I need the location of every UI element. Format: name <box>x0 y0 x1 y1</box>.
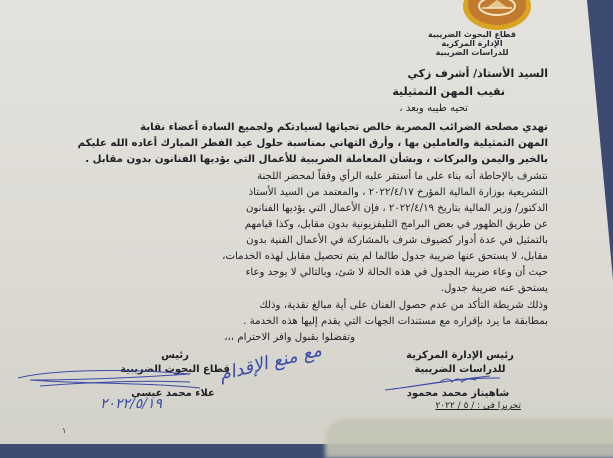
body-line: التشريعية بوزارة المالية المؤرخ ٢٠٢٢/٤/١٧ ، والمعتمد من السيد الأستاذ <box>248 187 548 198</box>
header-organization <box>417 30 527 57</box>
org-line-2: الإدارة المركزية <box>441 39 503 48</box>
org-line-3: للدراسات الضريبية <box>435 48 509 57</box>
addressee-name: السيد الأستاذ/ أشرف زكي <box>407 67 548 80</box>
handwritten-note: مع منع الإقدام <box>217 339 324 386</box>
right-signatory-title-1: رئيس الإدارة المركزية <box>406 350 514 361</box>
handwritten-date: ٢٠٢٢/٥/١٩ <box>100 396 163 412</box>
greeting: تحيه طيبه وبعد ، <box>399 103 468 114</box>
camera-shadow <box>325 418 613 458</box>
body-line: يستحق عنه ضريبة جدول. <box>440 283 548 294</box>
addressee-title: نقيب المهن التمثيلية <box>392 85 505 98</box>
body-line: الدكتور/ وزير المالية بتاريخ ٢٠٢٢/٤/١٩ ، فإن الأعمال التي يؤديها الفنانون <box>245 203 548 214</box>
body-line: مقابل، لا يستحق عنها ضريبة جدول طالما لم يتم تحصيل مقابل لهذه الخدمات، <box>222 251 548 262</box>
page-number: ١ <box>62 426 67 435</box>
left-signatory-title-1: رئيس <box>161 350 189 361</box>
body-line: وذلك شريطة التأكد من عدم حصول الفنان على أية مبالغ نقدية، وذلك <box>259 300 548 311</box>
emblem-logo-icon <box>460 0 534 30</box>
body-line: حيث أن وعاء ضريبة الجدول في هذه الحالة لا شئ، وبالتالي لا يوجد وعاء <box>245 267 548 278</box>
body-line: عن طريق الظهور في بعض البرامج التليفزيونية بدون مقابل، وكذا قيامهم <box>244 219 548 230</box>
org-line-1: قطاع البحوث الضريبية <box>428 30 516 39</box>
right-signatory-title-2: للدراسات الضريبية <box>414 364 506 375</box>
issue-date: تحريرا في : / ٥ / ٢٠٢٢ <box>435 401 521 411</box>
body-line: المهن التمثيلية والعاملين بها ، وأرق التهاني بمناسبة حلول عيد الفطر المبارك أعاده الله عليكم <box>77 138 548 149</box>
left-signatory-name: علاء محمد عيسى <box>131 388 215 399</box>
left-signatory-title-2: قطاع البحوث الضريبية <box>120 364 230 375</box>
body-line: نتشرف بالإحاطة أنه بناء على ما أستقر عليه الرأي وفقاً لمحضر اللجنة <box>256 171 548 182</box>
right-signatory-name: شاهيناز محمد محمود <box>406 388 510 399</box>
body-line: تهدي مصلحة الضرائب المصرية خالص تحياتها لسيادتكم ولجميع السادة أعضاء نقابة <box>140 122 548 133</box>
body-line: بالخير واليمن والبركات ، وبشأن المعاملة الضريبية للأعمال التي يؤديها الفنانون بدون مقابل . <box>85 154 548 165</box>
body-line: بمطابقة ما يرد بإقراره مع مستندات الجهات التي يقدم إليها هذه الخدمة . <box>243 316 548 327</box>
closing-line: وتفضلوا بقبول وافر الاحترام ،،، <box>224 332 355 343</box>
body-line: بالتمثيل في عدة أدوار كضيوف شرف بالمشاركة في الأعمال الفنية بدون <box>246 235 548 246</box>
